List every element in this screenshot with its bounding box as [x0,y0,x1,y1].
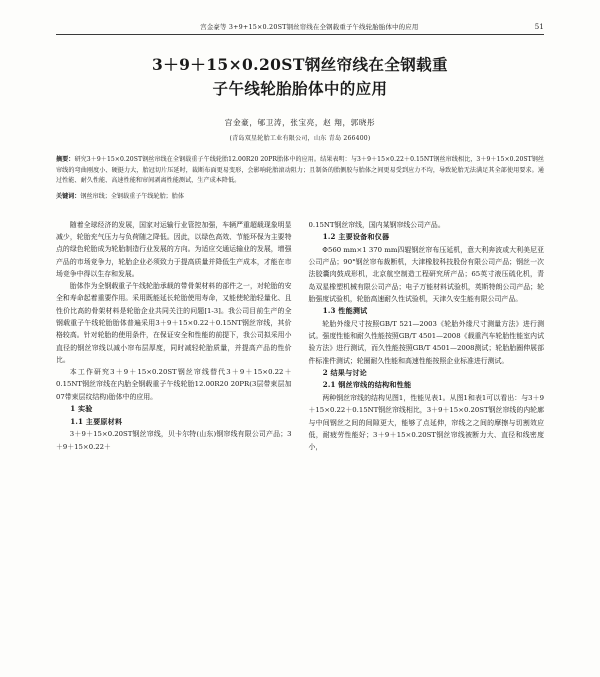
body-paragraph: 0.15NT钢丝帘线，国内某钢帘线公司产品。 [308,220,445,229]
article-title-line-2: 子午线轮胎胎体中的应用 [212,79,388,99]
keywords-label: 关键词： [56,193,81,201]
body-paragraph: 胎体作为全钢载重子午线轮胎承载的带骨架材料的部件之一，对轮胎的安全和寿命起着重要作用。采用既能延长轮胎使用寿命，又能使轮胎轻量化、且性价比高的骨架材料是轮胎企业共同关注的问题[1-3]。我公司目前生产的全钢载重子午线轮胎胎体普遍采用3＋9＋15×0.22＋0.15NT钢丝帘线，其价格较高。针对轮胎的使用条件，在保证安全和性能的前提下，我公司拟采用小直径的钢丝帘线以减小帘布层厚度，同时减轻轮胎质量，并提高产品的性价比。 [56,282,292,364]
body-paragraph: Φ560 mm×1 370 mm四辊钢丝帘布压延机，意大利奔波或大利美尼亚公司产品；90°钢丝帘布裁断机，大津橡胶科技股份有限公司产品；钢丝一次法胶囊肉鼓成形机，北京航空制造工程研究所产品；65英寸液压硫化机，青岛双星橡塑机械有限公司产品；电子万能材料试验机，英斯特朗公司产品；轮胎强度试验机，轮胎高速耐久性试验机，天津久安生能有限公司产品。 [308,245,544,303]
body-paragraph: 本工作研究3＋9＋15×0.20ST钢丝帘线替代3＋9＋15×0.22＋0.15NT钢丝帘线在内胎全钢载重子午线轮胎12.00R20 20PR(3层带束层加07带束层纹结构)胎体中的应用。 [56,368,292,401]
body-paragraph: 两种钢丝帘线的结构见图1，性能见表1。从图1和表1可以看出：与3＋9＋15×0.22＋0.15NT钢丝帘线相比，3＋9＋15×0.20ST钢丝帘线的内轮廓与中间钢丝之间的间隙更大，能够了点延伸，帘线之之间的摩擦与切割效应低，耐疲劳性能好；3＋9＋15×0.20ST钢丝帘线被断力大、直径和线密度小， [308,394,544,452]
subsection-heading: 1.2 主要设备和仪器 [322,232,390,242]
author-list: 宫金豪，郇卫涛，张宝亮，赵 翔，郭晓彤 [224,118,376,128]
subsection-heading: 1.3 性能测试 [322,306,368,316]
body-paragraph: 随着全球经济的发展，国家对运输行业管控加强，车辆严重超载现象明显减少，轮胎充气压力与负荷随之降低。因此，以绿色高效、节能环保为主要特点的绿色轮胎成为轮胎制造行业发展的方向。为适应交通运输业的发展，增强产品的市场竞争力，轮胎企业必须致力于提高质量并降低生产成本，才能在市场竞争中得以生存和发展。 [56,220,292,278]
subsection-heading: 2.1 钢丝帘线的结构和性能 [322,380,412,390]
body-columns [56,219,544,454]
title-block [56,53,544,101]
section-heading: 2 结果与讨论 [322,367,367,377]
page-number: 51 [534,23,544,31]
section-heading: 1 实验 [70,404,93,414]
keywords-text: 钢丝帘线；全钢载重子午线轮胎；胎体 [80,193,184,201]
subsection-heading: 1.1 主要原材料 [70,416,123,426]
running-head-title: 宫金豪等 3+9+15×0.20ST钢丝帘线在全钢载重子午线轮胎胎体中的应用 [200,23,419,31]
author-affiliation: (青岛双星轮胎工业有限公司，山东 青岛 266400) [229,135,371,143]
abstract-label: 摘要： [56,156,75,164]
body-paragraph: 3＋9＋15×0.20ST钢丝帘线，贝卡尔特(山东)钢帘线有限公司产品；3＋9＋15×0.22＋ [56,430,292,451]
running-head [56,22,544,35]
body-paragraph: 轮胎外缘尺寸按照GB/T 521—2003《轮胎外缘尺寸测量方法》进行测试。强度性能和耐久性能按照GB/T 4501—2008《载重汽车轮胎性能室内试验方法》进行测试，而久性能按照GB/T 4501—2008测试；轮胎胎圈伸展部件标准件测试；轮圈耐久性能和高速性能按照企业标准进行测试。 [308,319,544,365]
column-left [56,219,292,454]
column-right [309,219,545,454]
abstract-text: 研究3＋9＋15×0.20ST钢丝帘线在全钢载重子午线轮胎12.00R20 20PR胎体中的应用。结果表明：与3＋9＋15×0.22＋0.15NT钢丝帘线相比，3＋9＋15×0.20ST钢丝帘线的弯曲刚度小、硬挺力大，胎冠切片压延时，裁断布面更易变形，会影响轮胎滚动阻力；且制备的胎侧胶与胎体之间更易受到应力不均，导致轮胎无法满足其全部使用要求。通过性能、耐久性能、高速性能和帘间剥离性能测试，生产成本降低。 [56,156,545,184]
article-title-line-1: 3＋9＋15×0.20ST钢丝帘线在全钢载重 [152,55,448,74]
keywords [56,192,544,202]
abstract [56,155,544,186]
